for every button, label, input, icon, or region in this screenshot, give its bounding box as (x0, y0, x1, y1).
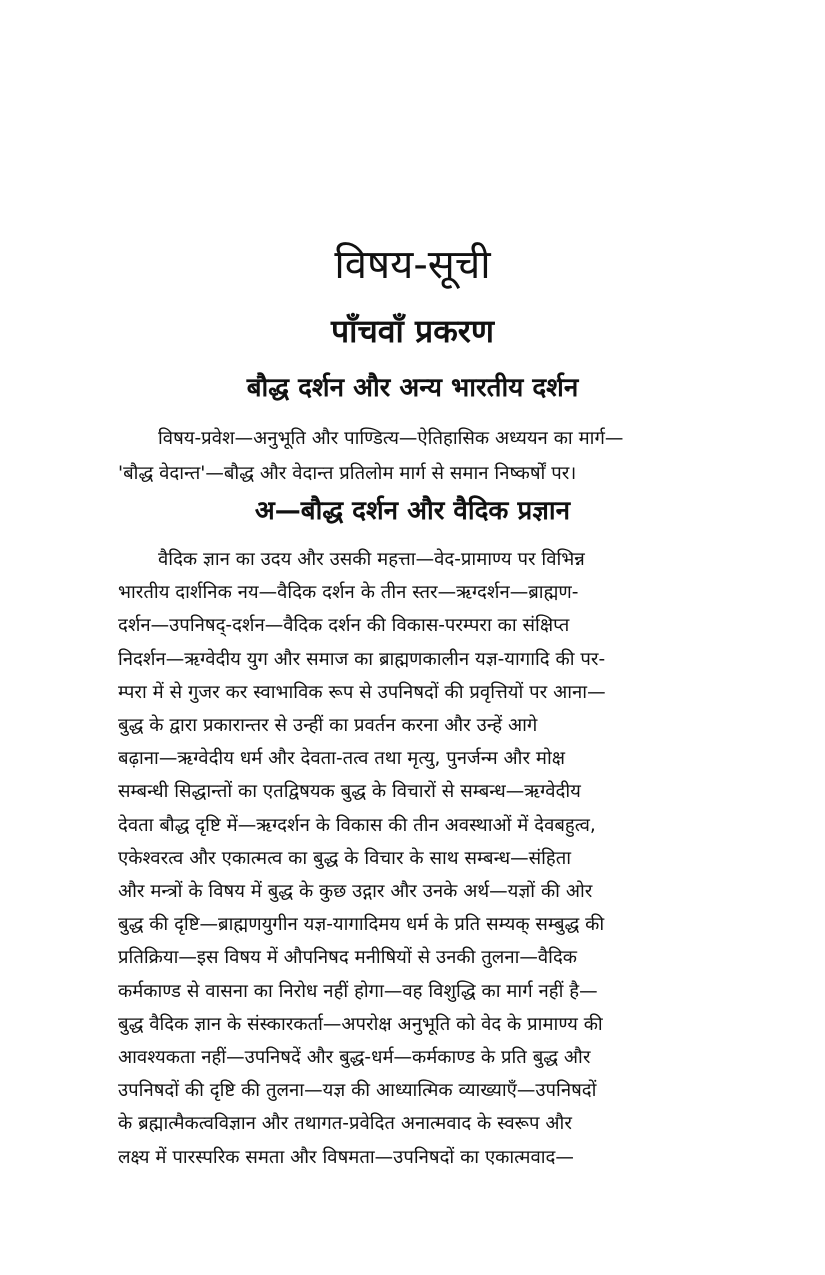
intro-paragraph (118, 421, 700, 491)
body-line: बुद्ध वैदिक ज्ञान के संस्कारकर्ता—अपरोक्ष अनुभूति को वेद के प्रामाण्य की (118, 1013, 603, 1035)
body-line: भारतीय दार्शनिक नय—वैदिक दर्शन के तीन स्तर—ऋग्दर्शन—ब्राह्मण- (118, 582, 579, 604)
body-line: प्रतिक्रिया—इस विषय में औपनिषद मनीषियों से उनकी तुलना—वैदिक (118, 947, 578, 969)
body-line: बढ़ाना—ऋग्वेदीय धर्म और देवता-तत्व तथा मृत्यु, पुनर्जन्म और मोक्ष (118, 748, 566, 770)
page-title: विषय-सूची (334, 242, 491, 288)
intro-line: 'बौद्ध वेदान्त'—बौद्ध और वेदान्त प्रतिलोम मार्ग से समान निष्कर्षों पर। (118, 463, 577, 484)
body-line: दर्शन—उपनिषद्-दर्शन—वैदिक दर्शन की विकास-परम्परा का संक्षिप्त (118, 615, 570, 637)
body-line: और मन्त्रों के विषय में बुद्ध के कुछ उद्गार और उनके अर्थ—यज्ञों की ओर (118, 881, 593, 903)
body-line: सम्बन्धी सिद्धान्तों का एतद्विषयक बुद्ध के विचारों से सम्बन्ध—ऋग्वेदीय (118, 781, 581, 803)
body-line: लक्ष्य में पारस्परिक समता और विषमता—उपनिषदों का एकात्मवाद— (118, 1146, 574, 1168)
body-line: बुद्ध के द्वारा प्रकारान्तर से उन्हीं का प्रवर्तन करना और उन्हें आगे (118, 715, 538, 737)
body-line: वैदिक ज्ञान का उदय और उसकी महत्ता—वेद-प्रामाण्य पर विभिन्न (158, 549, 585, 570)
subsection-heading: अ—बौद्ध दर्शन और वैदिक प्रज्ञान (254, 496, 571, 526)
intro-line: विषय-प्रवेश—अनुभूति और पाण्डित्य—ऐतिहासिक अध्ययन का मार्ग— (158, 428, 624, 449)
chapter-heading: पाँचवाँ प्रकरण (330, 312, 494, 350)
body-line: कर्मकाण्ड से वासना का निरोध नहीं होगा—वह विशुद्धि का मार्ग नहीं है— (118, 980, 598, 1002)
section-heading: बौद्ध दर्शन और अन्य भारतीय दर्शन (246, 373, 579, 403)
body-line: उपनिषदों की दृष्टि की तुलना—यज्ञ की आध्यात्मिक व्याख्याएँ—उपनिषदों (118, 1080, 597, 1102)
body-line: के ब्रह्मात्मैकत्वविज्ञान और तथागत-प्रवेदित अनात्मवाद के स्वरूप और (118, 1113, 572, 1135)
body-line: आवश्यकता नहीं—उपनिषदें और बुद्ध-धर्म—कर्मकाण्ड के प्रति बुद्ध और (118, 1047, 591, 1069)
body-line: बुद्ध की दृष्टि—ब्राह्मणयुगीन यज्ञ-यागादिमय धर्म के प्रति सम्यक् सम्बुद्ध की (118, 914, 605, 936)
body-line: म्परा में से गुजर कर स्वाभाविक रूप से उपनिषदों की प्रवृत्तियों पर आना— (118, 681, 606, 703)
body-line: देवता बौद्ध दृष्टि में—ऋग्दर्शन के विकास की तीन अवस्थाओं में देवबहुत्व, (118, 814, 596, 836)
body-paragraph (118, 543, 703, 1174)
body-line: एकेश्वरत्व और एकात्मत्व का बुद्ध के विचार के साथ सम्बन्ध—संहिता (118, 847, 572, 869)
body-line: निदर्शन—ऋग्वेदीय युग और समाज का ब्राह्मणकालीन यज्ञ-यागादि की पर- (118, 648, 606, 670)
